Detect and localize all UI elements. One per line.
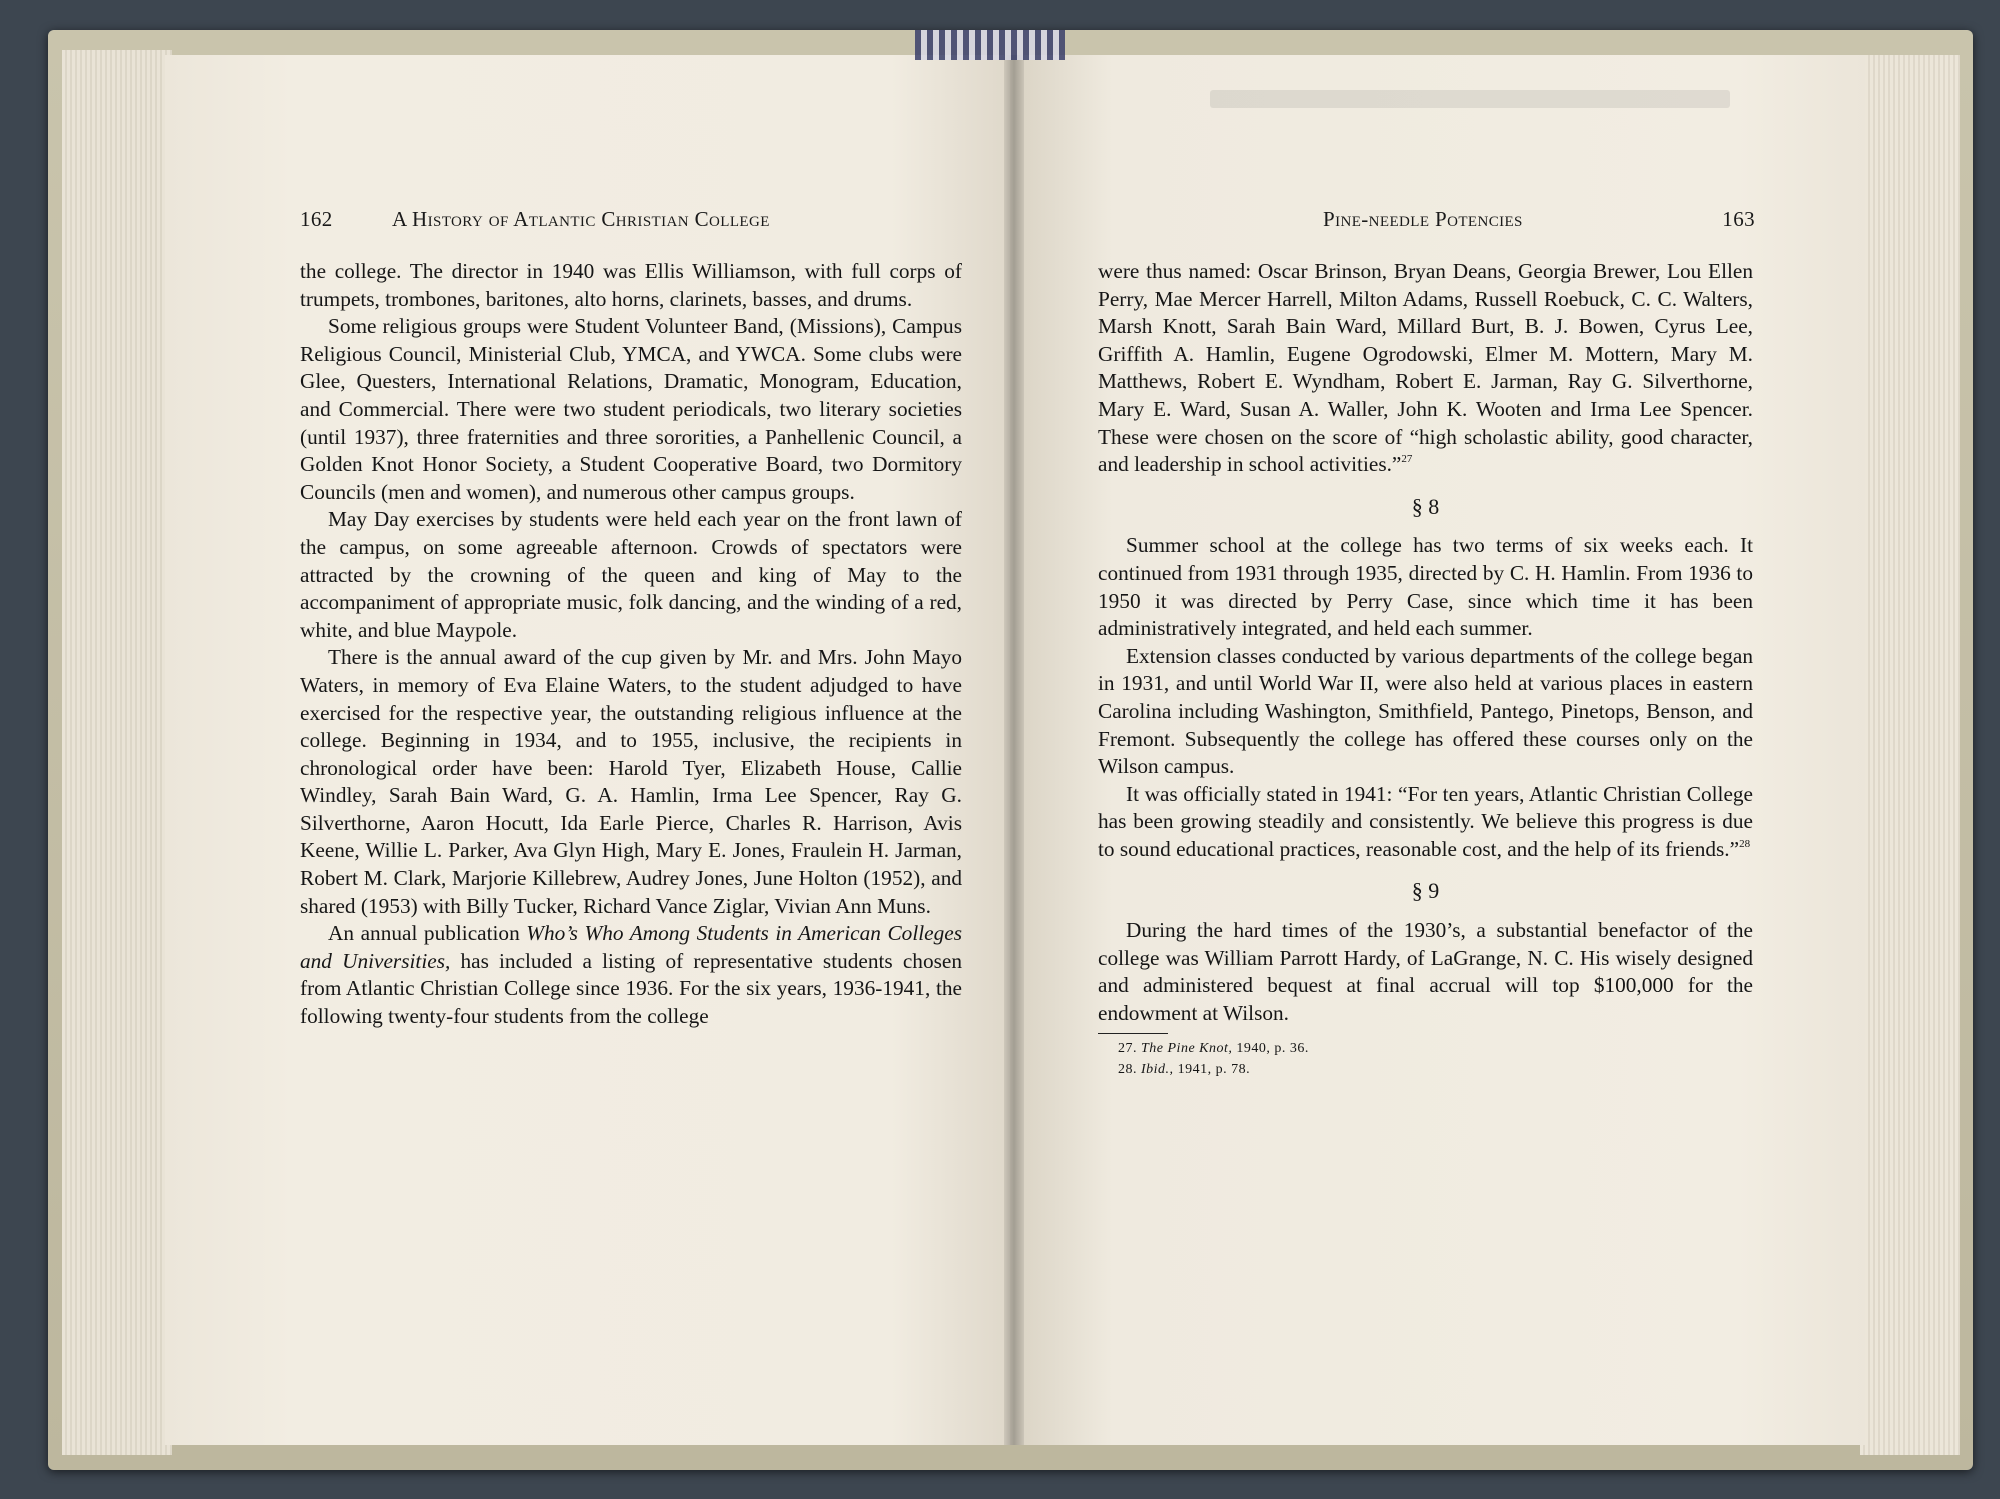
page-edges-left	[62, 50, 172, 1455]
right-text-column	[1098, 258, 1753, 1080]
section-heading-9: § 9	[1411, 878, 1440, 904]
footnote-source: The Pine Knot,	[1141, 1041, 1233, 1057]
right-running-head: Pine-needle Potencies	[1323, 207, 1523, 231]
section-heading-8: § 8	[1411, 493, 1440, 519]
footnote-source: Ibid.,	[1141, 1062, 1174, 1078]
left-text-column	[300, 258, 962, 1031]
footnote-rule	[1098, 1033, 1168, 1034]
footnote-detail: 1940, p. 36.	[1232, 1041, 1309, 1057]
paragraph: There is the annual award of the cup given by Mr. and Mrs. John Mayo Waters, in memory of Eva Elaine Waters, to the student adjudged to have exercised for the respective year, the outstanding religious influence at the college. Beginning in 1934, and to 1955, inclusive, the recipients in chronological order have been: Harold Tyer, Elizabeth House, Callie Windley, Sarah Bain Ward, G. A. Hamlin, Irma Lee Spencer, Ray G. Silverthorne, Aaron Hocutt, Ida Earle Pierce, Charles R. Harrison, Avis Keene, Willie L. Parker, Ava Glyn High, Mary E. Jones, Fraulein H. Jarman, Robert M. Clark, Marjorie Killebrew, Audrey Jones, June Holton (1952), and shared (1953) with Billy Tucker, Richard Vance Ziglar, Vivian Ann Muns.	[300, 645, 962, 918]
text-span: It was officially stated in 1941: “For ten years, Atlantic Christian College has been growing steadily and consistently. We believe this progress is due to sound educational practices, reasonable cost, and the help of its friends.”	[1098, 781, 1753, 861]
show-through-shadow	[1210, 90, 1730, 108]
paragraph-whos-who	[300, 920, 962, 1030]
paragraph: May Day exercises by students were held each year on the front lawn of the campus, on some agreeable afternoon. Crowds of spectators were attracted by the crowning of the queen and king of May to the accompaniment of appropriate music, folk dancing, and the winding of a red, white, and blue Maypole.	[300, 507, 962, 642]
paragraph: Some religious groups were Student Volunteer Band, (Missions), Campus Religious Council, Ministerial Club, YMCA, and YWCA. Some clubs were Glee, Questers, International Relations, Dramatic, Monogram, Education, and Commercial. There were two student periodicals, two literary societies (until 1937), three fraternities and three sororities, a Panhellenic Council, a Golden Knot Honor Society, a Student Cooperative Board, two Dormitory Councils (men and women), and numerous other campus groups.	[300, 314, 962, 504]
footnote-28	[1118, 1059, 1753, 1080]
left-page-number: 162	[300, 207, 333, 231]
text-span: An annual publication	[328, 921, 527, 946]
footnote-27	[1118, 1038, 1753, 1059]
paragraph: During the hard times of the 1930’s, a substantial benefactor of the college was William Parrott Hardy, of LaGrange, N. C. His wisely designed and administered bequest at final accrual will top $100,000 for the endowment at Wilson.	[1098, 918, 1753, 1025]
bookmark-ribbon	[915, 30, 1065, 60]
right-running-header	[1098, 207, 1755, 237]
page-edges-right	[1860, 55, 1960, 1455]
paragraph: Extension classes conducted by various departments of the college began in 1931, and until World War II, were also held at various places in eastern Carolina including Washington, Smithfield, Pantego, Pinetops, Benson, and Fremont. Subsequently the college has offered these courses only on the Wilson campus.	[1098, 643, 1753, 779]
footnote-ref-27: 27	[1401, 453, 1413, 466]
publication-title: Who’s Who Among Students in American Colleges and Universities,	[300, 921, 962, 973]
footnote-ref-28: 28	[1739, 837, 1751, 850]
text-span: has included a listing of representative students chosen from Atlantic Christian College since 1936. For the six years, 1936-1941, the following twenty-four students from the college	[300, 948, 962, 1029]
left-running-head: A History of Atlantic Christian College	[392, 207, 770, 231]
paragraph	[1098, 781, 1753, 864]
footnote-number: 27.	[1118, 1041, 1137, 1057]
paragraph: the college. The director in 1940 was Ellis Williamson, with full corps of trumpets, trombones, baritones, alto horns, clarinets, basses, and drums.	[300, 259, 962, 311]
right-page-number: 163	[1722, 207, 1755, 231]
paragraph	[1098, 258, 1753, 479]
footnote-detail: 1941, p. 78.	[1173, 1062, 1251, 1078]
left-running-header	[300, 207, 962, 237]
paragraph: Summer school at the college has two terms of six weeks each. It continued from 1931 through 1935, directed by C. H. Hamlin. From 1936 to 1950 it was directed by Perry Case, since which time it has been administratively integrated, and held each summer.	[1098, 533, 1753, 641]
footnote-number: 28.	[1118, 1062, 1137, 1078]
book-gutter	[1004, 55, 1024, 1445]
text-span: were thus named: Oscar Brinson, Bryan Deans, Georgia Brewer, Lou Ellen Perry, Mae Mercer Harrell, Milton Adams, Russell Roebuck, C. C. Walters, Marsh Knott, Sarah Bain Ward, Millard Burt, B. J. Bowen, Cyrus Lee, Griffith A. Hamlin, Eugene Ogrodowski, Elmer M. Mottern, Mary M. Matthews, Robert E. Wyndham, Robert E. Jarman, Ray G. Silverthorne, Mary E. Ward, Susan A. Waller, John K. Wooten and Irma Lee Spencer. These were chosen on the score of “high scholastic ability, good character, and leadership in school activities.”	[1098, 259, 1753, 477]
